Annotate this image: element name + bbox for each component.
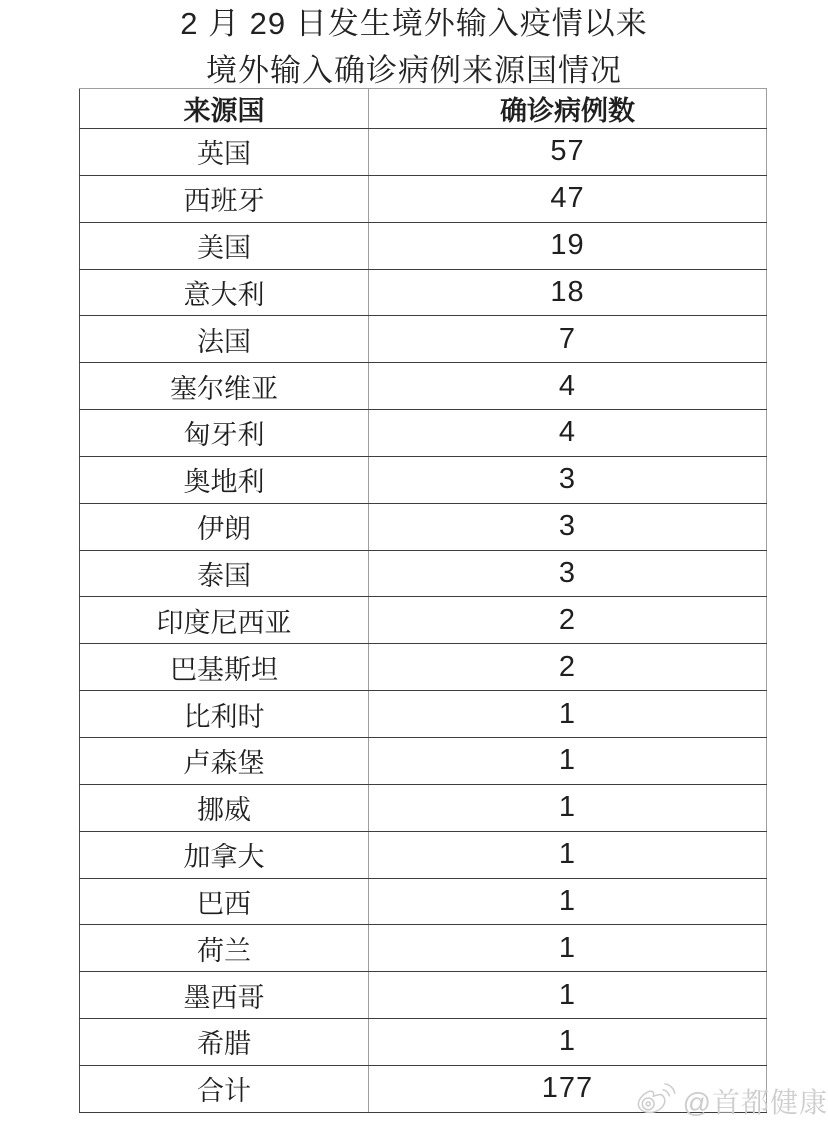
count-cell: 3 bbox=[369, 503, 767, 550]
total-count-cell: 177 bbox=[369, 1065, 767, 1112]
country-cell: 挪威 bbox=[80, 784, 369, 831]
table-row bbox=[80, 503, 767, 550]
count-cell: 19 bbox=[369, 222, 767, 269]
watermark-label: @首都健康 bbox=[682, 1086, 828, 1118]
column-header-source-country: 来源国 bbox=[80, 89, 369, 129]
table-row bbox=[80, 316, 767, 363]
table-row bbox=[80, 925, 767, 972]
country-cell: 泰国 bbox=[80, 550, 369, 597]
column-header-confirmed-cases: 确诊病例数 bbox=[369, 89, 767, 129]
table-row bbox=[80, 737, 767, 784]
count-cell: 47 bbox=[369, 175, 767, 222]
table-row bbox=[80, 691, 767, 738]
count-cell: 7 bbox=[369, 316, 767, 363]
table-row bbox=[80, 456, 767, 503]
count-cell: 1 bbox=[369, 784, 767, 831]
country-cell: 匈牙利 bbox=[80, 410, 369, 457]
table-row bbox=[80, 363, 767, 410]
country-cell: 奥地利 bbox=[80, 456, 369, 503]
watermark bbox=[633, 1078, 828, 1123]
country-cell: 比利时 bbox=[80, 691, 369, 738]
country-cell: 意大利 bbox=[80, 269, 369, 316]
table-row bbox=[80, 831, 767, 878]
table-row bbox=[80, 410, 767, 457]
country-cell: 印度尼西亚 bbox=[80, 597, 369, 644]
count-cell: 1 bbox=[369, 737, 767, 784]
count-cell: 57 bbox=[369, 129, 767, 176]
country-cell: 英国 bbox=[80, 129, 369, 176]
table-row bbox=[80, 269, 767, 316]
count-cell: 1 bbox=[369, 831, 767, 878]
table-row bbox=[80, 597, 767, 644]
country-cell: 塞尔维亚 bbox=[80, 363, 369, 410]
country-cell: 美国 bbox=[80, 222, 369, 269]
country-cell: 希腊 bbox=[80, 1019, 369, 1066]
country-cell: 巴西 bbox=[80, 878, 369, 925]
weibo-icon bbox=[633, 1078, 683, 1123]
total-label-cell: 合计 bbox=[80, 1065, 369, 1112]
table-row bbox=[80, 784, 767, 831]
country-cell: 卢森堡 bbox=[80, 737, 369, 784]
count-cell: 1 bbox=[369, 691, 767, 738]
count-cell: 18 bbox=[369, 269, 767, 316]
table-row bbox=[80, 972, 767, 1019]
count-cell: 1 bbox=[369, 1019, 767, 1066]
count-cell: 1 bbox=[369, 878, 767, 925]
table-row bbox=[80, 644, 767, 691]
table-row bbox=[80, 1019, 767, 1066]
country-cell: 加拿大 bbox=[80, 831, 369, 878]
header-row bbox=[80, 89, 767, 129]
table-row bbox=[80, 550, 767, 597]
table-row bbox=[80, 222, 767, 269]
count-cell: 3 bbox=[369, 550, 767, 597]
country-cell: 巴基斯坦 bbox=[80, 644, 369, 691]
table-row bbox=[80, 878, 767, 925]
page-title bbox=[0, 0, 828, 94]
country-cell: 法国 bbox=[80, 316, 369, 363]
count-cell: 1 bbox=[369, 925, 767, 972]
count-cell: 2 bbox=[369, 644, 767, 691]
cases-table bbox=[79, 88, 767, 1113]
table-header bbox=[80, 89, 767, 129]
country-cell: 荷兰 bbox=[80, 925, 369, 972]
table-body bbox=[80, 129, 767, 1113]
title-line-2: 境外输入确诊病例来源国情况 bbox=[206, 53, 622, 88]
table-row bbox=[80, 129, 767, 176]
count-cell: 4 bbox=[369, 363, 767, 410]
count-cell: 3 bbox=[369, 456, 767, 503]
count-cell: 2 bbox=[369, 597, 767, 644]
country-cell: 西班牙 bbox=[80, 175, 369, 222]
table-row bbox=[80, 175, 767, 222]
country-cell: 伊朗 bbox=[80, 503, 369, 550]
country-cell: 墨西哥 bbox=[80, 972, 369, 1019]
count-cell: 4 bbox=[369, 410, 767, 457]
title-line-1: 2 月 29 日发生境外输入疫情以来 bbox=[180, 6, 648, 41]
count-cell: 1 bbox=[369, 972, 767, 1019]
